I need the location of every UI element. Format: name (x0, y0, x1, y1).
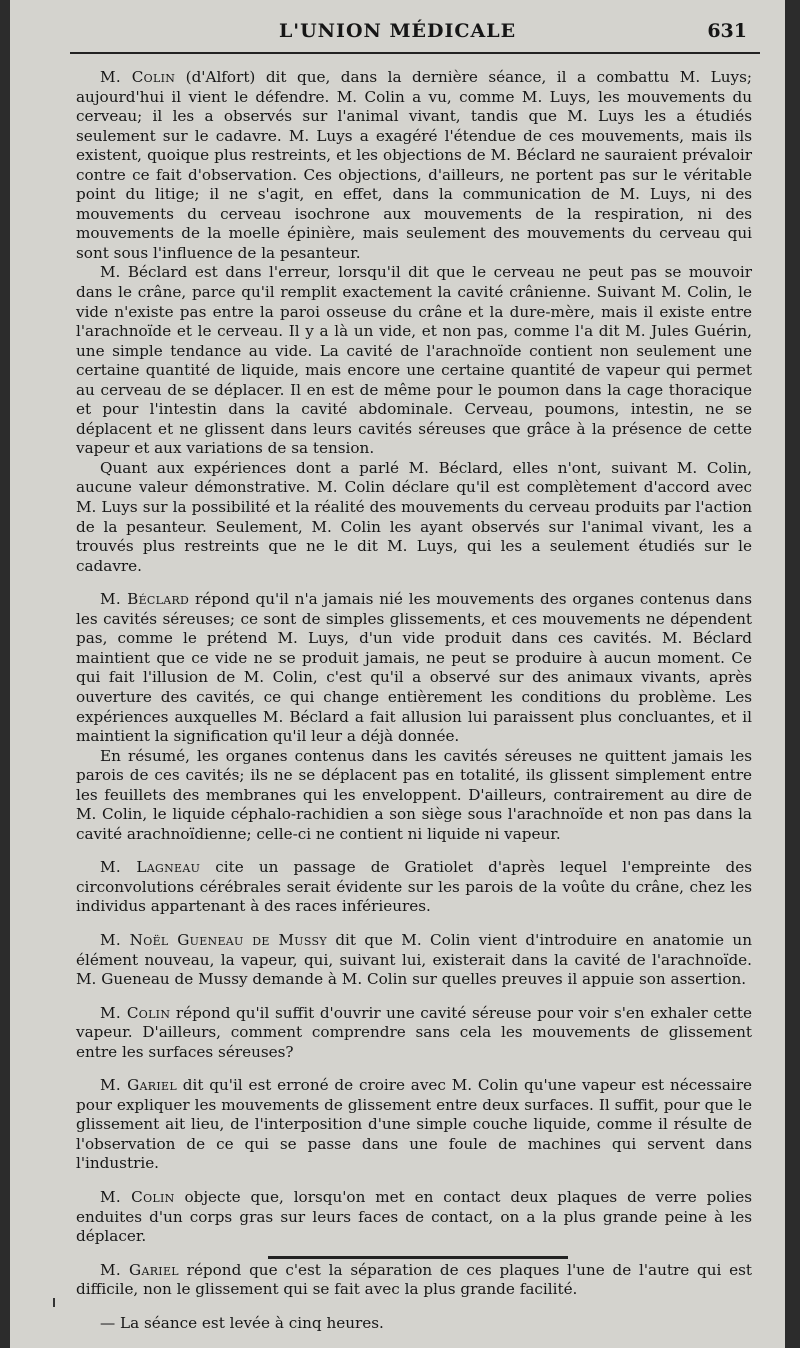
paragraph-text: répond qu'il n'a jamais nié les mouvements des organes contenus dans les cavités séreuses; ce sont de simples glissements, et ces mouvements ne dépendent pas, comme le prétend M. Luys, d'un vide produit dans ces cavités. M. Béclard maintient que ce vide ne se produit jamais, ne peut se produire à aucun moment. Ce qui fait l'illusion de M. Colin, c'est qu'il a observé sur des animaux vivants, après ouverture des cavités, ce qui change entièrement les conditions du problème. Les expériences auxquelles M. Béclard a fait allusion lui paraissent plus concluantes, et il maintient la signification qu'il leur a déjà donnée. (76, 590, 752, 746)
paragraph (76, 747, 752, 845)
speaker-name: M. Gariel (100, 1076, 177, 1095)
speaker-name: M. Béclard (100, 590, 190, 609)
journal-page (10, 0, 785, 1348)
paragraph-text: dit que M. Colin vient d'introduire en anatomie un élément nouveau, la vapeur, qui, suivant lui, existerait dans la cavité de l'arachnoïde. M. Gueneau de Mussy demande à M. Colin sur quelles preuves il appuie son assertion. (76, 930, 752, 989)
paragraph-text: dit qu'il est erroné de croire avec M. Colin qu'une vapeur est nécessaire pour expliquer les mouvements de glissement entre deux surfaces. Il suffit, pour que le glissement ait lieu, de l'interposition d'une simple couche liquide, comme il résulte de l'observation de ce qui se passe dans une foule de machines qui servent dans l'industrie. (76, 1076, 752, 1173)
speaker-name: M. Noël Gueneau de Mussy (100, 930, 327, 949)
speaker-name: M. Lagneau (100, 858, 201, 877)
paragraph-text: — La séance est levée à cinq heures. (100, 1313, 384, 1332)
page-header (10, 18, 785, 48)
paragraph (76, 459, 752, 576)
end-rule (268, 1256, 568, 1259)
paragraph-text: Quant aux expériences dont a parlé M. Béclard, elles n'ont, suivant M. Colin, aucune valeur démonstrative. M. Colin déclare qu'il est complètement d'accord avec M. Luys sur la possibilité et la réalité des mouvements du cerveau produits par l'action de la pesanteur. Seulement, M. Colin les ayant observés sur l'animal vivant, les a trouvés plus restreints que ne le dit M. Luys, qui les a seulement étudiés sur le cadavre. (76, 458, 752, 575)
header-rule (70, 52, 760, 54)
speaker-name: M. Colin (100, 1187, 175, 1206)
paragraph (76, 1188, 752, 1247)
paragraph-text: (d'Alfort) dit que, dans la dernière séance, il a combattu M. Luys; aujourd'hui il vient le défendre. M. Colin a vu, comme M. Luys, les mouvements du cerveau; il les a observés sur l'animal vivant, tandis que M. Luys les a étudiés seulement sur le cadavre. M. Luys a exagéré l'étendue de ces mouvements, mais ils existent, quoique plus restreints, et les objections de M. Béclard ne sauraient prévaloir contre ce fait d'observation. Ces objections, d'ailleurs, ne portent pas sur le véritable point du litige; il ne s'agit, en effet, dans la communication de M. Luys, ni des mouvements du cerveau isochrone aux mouvements de la respiration, ni des mouvements de la moelle épinière, mais seulement des mouvements du cerveau qui sont sous l'influence de la pesanteur. (76, 68, 752, 262)
paragraph (76, 1076, 752, 1174)
paragraph (76, 858, 752, 917)
paragraph-text: répond que c'est la séparation de ces plaques l'une de l'autre qui est difficile, non le glissement qui se fait avec la plus grande facilité. (76, 1260, 753, 1299)
speaker-name: M. Colin (100, 1003, 171, 1022)
paragraph (76, 1004, 752, 1063)
closing-line (76, 1314, 752, 1334)
paragraph (76, 68, 752, 263)
paragraph-text: M. Béclard est dans l'erreur, lorsqu'il dit que le cerveau ne peut pas se mouvoir dans le crâne, parce qu'il remplit exactement la cavité crânienne. Suivant M. Colin, le vide n'existe pas entre la paroi osseuse du crâne et la dure-mère, mais il existe entre l'arachnoïde et le cerveau. Il y a là un vide, et non pas, comme l'a dit M. Jules Guérin, une simple tendance au vide. La cavité de l'arachnoïde contient non seulement une certaine quantité de liquide, mais encore une certaine quantité de vapeur qui permet au cerveau de se déplacer. Il en est de même pour le poumon dans la cage thoracique et pour l'intestin dans la cavité abdominale. Cerveau, poumons, intestin, ne se déplacent et ne glissent dans leurs cavités séreuses que grâce à la présence de cette vapeur et aux variations de sa tension. (76, 263, 752, 458)
paragraph-text: En résumé, les organes contenus dans les cavités séreuses ne quittent jamais les parois de ces cavités; ils ne se déplacent pas en totalité, ils glissent simplement entre les feuillets des membranes qui les enveloppent. D'ailleurs, contrairement au dire de M. Colin, le liquide céphalo-rachidien a son siège sous l'arachnoïde et non pas dans la cavité arachnoïdienne; celle-ci ne contient ni liquide ni vapeur. (76, 746, 752, 843)
paragraph (76, 931, 752, 990)
paragraph (76, 1261, 752, 1300)
paragraph-text: objecte que, lorsqu'on met en contact deux plaques de verre polies enduites d'un corps gras sur leurs faces de contact, on a la plus grande peine à les déplacer. (76, 1187, 752, 1246)
running-title: L'UNION MÉDICALE (278, 20, 517, 42)
page-number: 631 (707, 20, 747, 42)
paragraph (76, 263, 752, 458)
speaker-name: M. Gariel (100, 1260, 179, 1279)
speaker-name: M. Colin (100, 68, 176, 86)
margin-mark (53, 1298, 55, 1307)
paragraph (76, 590, 752, 746)
paragraph-text: cite un passage de Gratiolet d'après lequel l'empreinte des circonvolutions cérébrales serait évidente sur les parois de la voûte du crâne, chez les individus appartenant à des races inférieures. (76, 858, 752, 916)
paragraph-text: répond qu'il suffit d'ouvrir une cavité séreuse pour voir s'en exhaler cette vapeur. D'ailleurs, comment comprendre sans cela les mouvements de glissement entre les surfaces séreuses? (76, 1003, 752, 1061)
article-body (76, 68, 752, 1333)
